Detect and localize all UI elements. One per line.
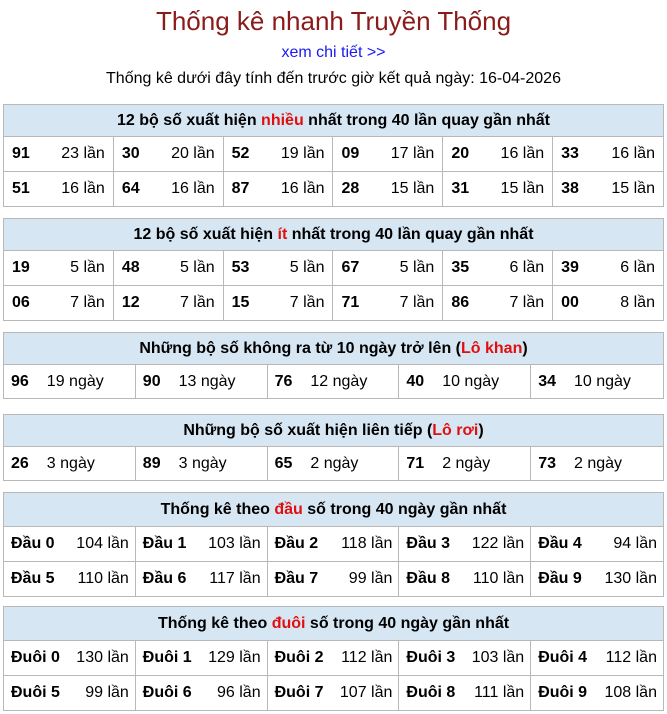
stat-value: 16 lần [280,180,325,197]
stat-key: 89 [142,454,161,472]
stat-key: Đầu 8 [406,570,450,587]
section-title [4,607,663,641]
stats-cell [4,251,114,285]
stat-key: 91 [12,145,30,162]
stats-cell [399,527,531,561]
stats-cell [268,676,400,710]
stat-value: 15 lần [611,180,655,197]
stat-key: Đầu 1 [142,535,187,552]
stats-cell [4,447,136,480]
stat-key: Đuôi 0 [11,649,60,666]
stat-key: Đầu 5 [11,570,55,587]
stat-value: 6 lần [509,259,545,276]
stats-cell [4,527,136,561]
stats-row [4,137,663,172]
stat-key: 52 [231,145,250,162]
stat-key: 06 [12,294,30,311]
stats-row [4,676,663,710]
stats-cell [4,641,136,675]
stats-section [3,492,664,597]
stat-key: Đuôi 4 [538,649,588,666]
stats-cell [224,172,334,206]
stat-key: 51 [12,180,30,197]
stats-cell [531,527,663,561]
section-title-highlight: Lô rơi [432,422,479,439]
stat-key: 28 [341,180,360,197]
section-title-highlight: đuôi [271,615,306,632]
stat-key: Đuôi 3 [406,649,456,666]
stat-key: 33 [561,145,579,162]
stat-value: 103 lần [208,535,261,552]
stats-cell [531,641,663,675]
stat-value: 7 lần [289,294,325,311]
stats-cell [268,365,400,398]
stat-key: 87 [231,180,250,197]
stats-cell [268,641,400,675]
stat-key: 39 [561,259,579,276]
section-title-text: số trong 40 ngày gần nhất [305,615,510,632]
stat-value: 107 lần [339,684,393,701]
section-title-highlight: ít [277,226,288,243]
stat-key: 71 [406,454,425,472]
stat-key: 34 [538,372,556,390]
stat-value: 110 lần [77,570,129,587]
stat-value: 99 lần [348,570,393,587]
stat-value: 20 lần [171,145,215,162]
stats-cell [531,447,663,480]
stat-value: 2 ngày [573,454,623,472]
section-title [4,105,663,137]
stats-cell [553,251,663,285]
stat-key: 30 [121,145,140,162]
stat-key: 20 [451,145,470,162]
stat-value: 2 ngày [442,454,491,472]
stat-value: 112 lần [605,649,657,666]
stat-key: Đầu 6 [142,570,187,587]
stat-key: 19 [12,259,30,276]
stats-row [4,286,663,320]
stat-key: 71 [341,294,360,311]
stats-cell [114,251,224,285]
stat-value: 7 lần [399,294,435,311]
stat-value: 104 lần [76,535,129,552]
section-title [4,493,663,527]
section-title [4,415,663,447]
stats-cell [443,251,553,285]
stats-cell [333,286,443,320]
stat-value: 10 ngày [573,372,631,390]
stats-row [4,641,663,676]
stats-cell [268,447,400,480]
stat-key: Đuôi 7 [274,684,324,701]
stats-cell [136,527,268,561]
stats-cell [399,447,531,480]
stats-cell [4,286,114,320]
stat-value: 3 ngày [178,454,227,472]
stat-key: Đuôi 2 [274,649,324,666]
stat-key: 90 [142,372,161,390]
stat-value: 19 lần [280,145,325,162]
stats-cell [333,251,443,285]
stats-row [4,251,663,286]
stat-key: Đuôi 1 [142,649,192,666]
stat-value: 130 lần [76,649,129,666]
stat-value: 15 lần [500,180,545,197]
stat-key: 12 [121,294,140,311]
stat-value: 129 lần [208,649,261,666]
section-title-highlight: đầu [274,501,303,518]
stat-key: 00 [561,294,579,311]
section-title-text: 12 bộ số xuất hiện [133,226,278,243]
stats-section [3,218,664,321]
stat-key: 09 [341,145,360,162]
stat-value: 7 lần [509,294,545,311]
section-title-text: Thống kê theo [157,615,272,632]
stat-key: 38 [561,180,579,197]
stat-key: Đầu 3 [406,535,450,552]
stat-key: Đuôi 9 [538,684,588,701]
section-title-text: 12 bộ số xuất hiện [117,112,262,129]
stats-cell [399,676,531,710]
stat-key: Đầu 7 [274,570,319,587]
stat-value: 16 lần [61,180,105,197]
stat-value: 2 ngày [310,454,359,472]
stats-cell [531,365,663,398]
stat-key: 53 [231,259,250,276]
page-subtitle: Thống kê dưới đây tính đến trước giờ kết quả ngày: 16-04-2026 [106,70,561,87]
stats-cell [224,286,334,320]
stats-cell [553,137,663,171]
section-title-text: nhất trong 40 lần quay gần nhất [303,112,550,129]
stat-key: Đuôi 8 [406,684,456,701]
stat-value: 13 ngày [178,372,236,390]
stat-key: Đuôi 5 [11,684,60,701]
stat-key: 15 [231,294,250,311]
stat-value: 12 ngày [310,372,368,390]
stat-value: 94 lần [613,535,657,552]
stat-value: 19 ngày [46,372,104,390]
stat-value: 8 lần [620,294,655,311]
stat-value: 3 ngày [46,454,95,472]
stat-key: 40 [406,372,425,390]
stat-key: Đầu 2 [274,535,319,552]
stat-value: 110 lần [472,570,525,587]
stat-value: 16 lần [611,145,655,162]
stats-cell [399,641,531,675]
stat-key: Đầu 0 [11,535,55,552]
section-title-text: ) [522,340,528,357]
stats-cell [443,286,553,320]
section-title-text: số trong 40 ngày gần nhất [302,501,507,518]
stat-key: Đuôi 6 [142,684,192,701]
stat-value: 96 lần [217,684,261,701]
stats-cell [136,562,268,596]
stats-row [4,562,663,596]
stats-cell [553,172,663,206]
stats-row [4,365,663,398]
stat-key: 73 [538,454,556,472]
stat-value: 16 lần [500,145,545,162]
stat-value: 7 lần [70,294,105,311]
section-title-text: ) [478,422,484,439]
stat-value: 5 lần [179,259,215,276]
stats-row [4,172,663,206]
stats-cell [443,137,553,171]
stat-value: 6 lần [620,259,655,276]
stats-cell [224,137,334,171]
stats-cell [553,286,663,320]
stats-cell [4,365,136,398]
stats-cell [4,172,114,206]
stat-key: 67 [341,259,360,276]
stats-cell [531,562,663,596]
stats-cell [114,137,224,171]
stats-cell [399,365,531,398]
stat-value: 5 lần [70,259,105,276]
stat-value: 103 lần [471,649,525,666]
stat-key: 65 [274,454,293,472]
stat-value: 118 lần [341,535,393,552]
stat-value: 122 lần [471,535,525,552]
section-title [4,219,663,251]
stat-value: 112 lần [341,649,393,666]
section-title-highlight: nhiều [261,112,304,129]
stats-cell [4,562,136,596]
stat-key: 31 [451,180,470,197]
stats-cell [268,527,400,561]
stats-cell [224,251,334,285]
stats-cell [4,137,114,171]
stat-value: 108 lần [604,684,657,701]
stats-cell [136,447,268,480]
stat-value: 10 ngày [442,372,500,390]
stat-value: 17 lần [390,145,435,162]
stat-value: 99 lần [85,684,129,701]
stats-cell [443,172,553,206]
section-title-text: nhất trong 40 lần quay gần nhất [287,226,534,243]
stats-row [4,447,663,480]
stat-value: 5 lần [399,259,435,276]
details-link[interactable]: xem chi tiết >> [281,44,386,61]
stats-section [3,104,664,207]
stats-section [3,414,664,481]
page-title: Thống kê nhanh Truyền Thống [155,6,512,36]
stat-value: 111 lần [474,684,525,701]
stats-cell [114,172,224,206]
stat-key: 86 [451,294,470,311]
stats-row [4,527,663,562]
stat-key: Đầu 9 [538,570,582,587]
stats-cell [268,562,400,596]
stats-cell [136,641,268,675]
section-title [4,333,663,365]
stat-key: Đầu 4 [538,535,582,552]
stat-value: 7 lần [179,294,215,311]
stats-cell [114,286,224,320]
stat-value: 117 lần [209,570,261,587]
stats-cell [136,676,268,710]
stats-cell [4,676,136,710]
stats-section [3,332,664,399]
stat-key: 48 [121,259,140,276]
stat-value: 16 lần [171,180,215,197]
section-title-text: Những bộ số xuất hiện liên tiếp ( [183,422,433,439]
stat-key: 96 [11,372,29,390]
section-title-highlight: Lô khan [461,340,523,357]
stats-cell [333,172,443,206]
stats-cell [531,676,663,710]
stat-value: 5 lần [289,259,325,276]
stat-value: 15 lần [390,180,435,197]
stat-key: 76 [274,372,293,390]
stats-cell [399,562,531,596]
stat-value: 23 lần [61,145,105,162]
stat-key: 26 [11,454,29,472]
stat-key: 35 [451,259,470,276]
stats-section [3,606,664,711]
stat-value: 130 lần [604,570,657,587]
section-title-text: Những bộ số không ra từ 10 ngày trở lên ( [139,340,461,357]
stats-cell [136,365,268,398]
stat-key: 64 [121,180,140,197]
section-title-text: Thống kê theo [160,501,275,518]
stats-cell [333,137,443,171]
